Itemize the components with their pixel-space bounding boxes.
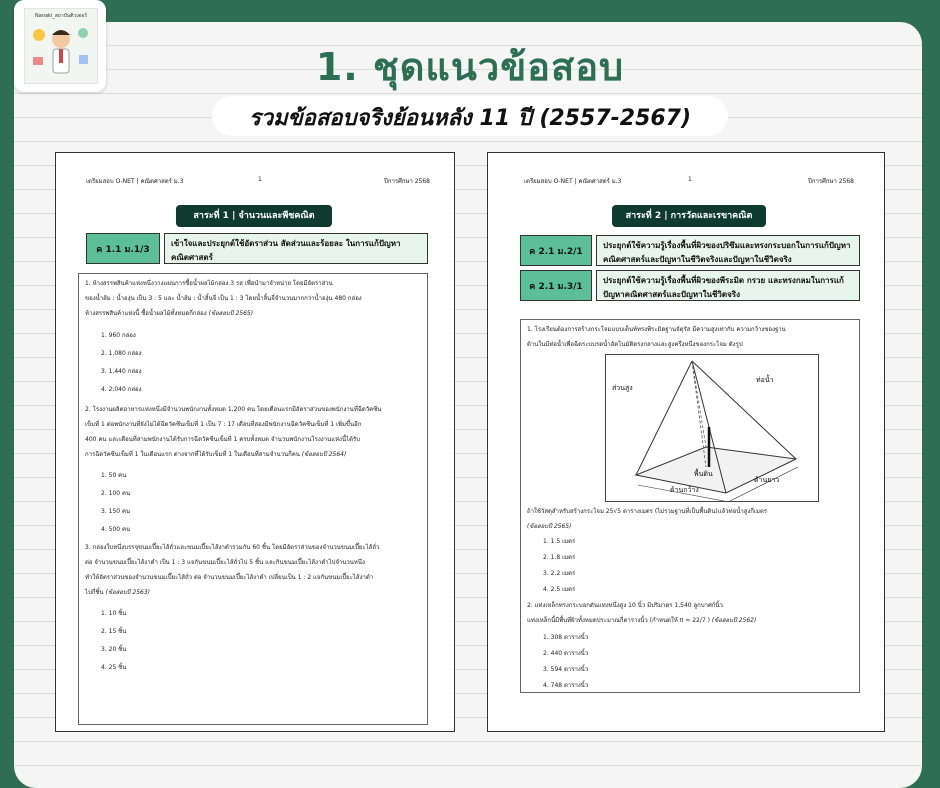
question-1 <box>85 276 421 321</box>
option: 2. 440 ตารางนิ้ว <box>543 650 589 657</box>
standard-description: ประยุกต์ใช้ความรู้เรื่องพื้นที่ผิวของปริซึมและทรงกระบอกในการแก้ปัญหาคณิตศาสตร์และปัญหาในชีวิตจริงและปัญหาในชีวิตจริง <box>596 235 860 266</box>
question-line: ถ้าใช้วัสดุสำหรับสร้างกระโจม 25√5 ตารางเมตร (ไม่รวมฐานที่เป็นพื้นดิน)แล้วท่อน้ำสูงกี่เมตร <box>527 508 768 515</box>
question-1-continued <box>527 504 853 534</box>
figure-label-width: ด้านกว้าง <box>670 486 699 494</box>
question-line: 2. แท่งเหล็กทรงกระบอกตันแท่งหนึ่งสูง 10 นิ้ว มีปริมาตร 1,540 ลูกบาศก์นิ้ว <box>527 602 723 609</box>
question-2 <box>85 402 421 462</box>
figure-label-height: ส่วนสูง <box>612 384 633 392</box>
question-line: ต่อ จำนวนขนมเปี๊ยะไส้งาดำ เป็น 1 : 3 แจกันขนมเปี๊ยะไส้ถั่วไป 5 ชิ้น และกินขนมเปี๊ยะไส้งาดำไปจำนวนหนึ่ง <box>85 559 365 566</box>
page-header-right: ปีการศึกษา 2568 <box>808 178 854 185</box>
option: 1. 1.5 เมตร <box>543 538 576 545</box>
figure-label-floor: พื้นดิน <box>694 470 713 478</box>
question-line <box>85 585 421 600</box>
standard-row <box>520 270 860 301</box>
question-text: ไปกี่ชิ้น <box>85 589 104 596</box>
question-box <box>78 273 428 725</box>
question-citation: (ข้อสอบปี 2565) <box>208 310 254 317</box>
standard-row <box>520 235 860 266</box>
question-citation: (ข้อสอบปี 2564) <box>301 451 347 458</box>
option: 2. 100 คน <box>101 490 131 497</box>
option: 4. 2,040 กล่อง <box>101 386 142 393</box>
question-line: 1. โรงเรียนต้องการสร้างกระโจมแบบเต็นท์ทรงพีระมิดฐานจัตุรัส มีความสูงเท่ากับ ความกว้างของฐาน <box>527 326 786 333</box>
figure-label-pipe: ท่อน้ำ <box>756 376 774 384</box>
question-citation: (ข้อสอบปี 2562) <box>711 617 757 624</box>
option: 4. 748 ตารางนิ้ว <box>543 682 589 689</box>
section-title-pill: สาระที่ 2 | การวัดและเรขาคณิต <box>612 205 766 227</box>
question-text: แท่งเหล็กนี้มีพื้นที่ผิวทั้งหมดประมาณกี่ตารางนิ้ว (กำหนดให้ π ≈ 22/7 ) <box>527 617 710 624</box>
question-line <box>85 447 421 462</box>
section-title-pill: สาระที่ 1 | จำนวนและพีชคณิต <box>176 205 332 227</box>
page-number: 1 <box>688 176 692 183</box>
option: 3. 1,440 กล่อง <box>101 368 142 375</box>
option: 4. 2.5 เมตร <box>543 586 576 593</box>
option: 4. 500 คน <box>101 526 131 533</box>
option: 2. 15 ชิ้น <box>101 628 127 635</box>
question-box <box>520 319 860 693</box>
page-title: 1. ชุดแนวข้อสอบ <box>315 45 625 89</box>
question-3 <box>85 540 421 600</box>
question-line: 1. ห้างสรรพสินค้าแห่งหนึ่งวางแผนการซื้อน้ำผลไม้กล่อง 3 รส เพื่อนำมาจำหน่าย โดยมีอัตราส่วน <box>85 280 333 287</box>
option: 4. 25 ชิ้น <box>101 664 127 671</box>
option: 3. 2.2 เมตร <box>543 570 576 577</box>
exam-page-right <box>487 152 885 732</box>
standard-code: ค 2.1 ม.2/1 <box>520 235 592 266</box>
option: 1. 308 ตารางนิ้ว <box>543 634 589 641</box>
page-header-right: ปีการศึกษา 2568 <box>384 178 430 185</box>
figure-label-length: ด้านยาว <box>754 476 780 484</box>
question-line: ของน้ำส้ม : น้ำองุ่น เป็น 3 : 5 และ น้ำส้ม : น้ำลิ้นจี่ เป็น 1 : 3 โดยน้ำลิ้นจี่จำนวนมากกว่าน้ำองุ่น 480 กล่อง <box>85 295 362 302</box>
option: 2. 1,080 กล่อง <box>101 350 142 357</box>
question-line <box>85 306 421 321</box>
question-line: 2. โรงงานผลิตอาหารแห่งหนึ่งมีจำนวนพนักงานทั้งหมด 1,200 คน โดยเดือนแรกมีอัตราส่วนของพนักงานที่ฉีดวัคซีน <box>85 406 382 413</box>
option: 1. 50 คน <box>101 472 127 479</box>
pyramid-figure <box>605 354 819 502</box>
option: 3. 150 คน <box>101 508 131 515</box>
logo-text: Nanaki_สถาบันติวเตอร์ <box>35 13 87 19</box>
question-line <box>527 613 853 628</box>
page-header-left: เตรียมสอบ O-NET | คณิตศาสตร์ ม.3 <box>524 178 622 185</box>
question-line: ด้านในมีท่อน้ำเพื่อฉีดระบบรดน้ำอัตโนมัติตรงกลางและสูงครึ่งหนึ่งของกระโจม ดังรูป <box>527 341 743 348</box>
question-line: เข็มที่ 1 ต่อพนักงานที่ยังไม่ได้ฉีดวัคซีนเข็มที่ 1 เป็น 7 : 17 เดือนที่สองมีพนักงานฉีดวัคซีนเข็มที่ 1 เพิ่มขึ้นอีก <box>85 421 362 428</box>
page-number: 1 <box>258 176 262 183</box>
question-line: 400 คน และเดือนที่สามพนักงานได้รับการฉีดวัคซีนเข็มที่ 1 ครบทั้งหมด จำนวนพนักงานโรงงานแห่งนี้ได้รับ <box>85 436 361 443</box>
question-2 <box>527 598 853 628</box>
question-text: การฉีดวัคซีนเข็มที่ 1 ในเดือนแรก ต่างจากที่ได้รับเข็มที่ 1 ในเดือนที่สามจำนวนกี่คน <box>85 451 300 458</box>
option: 3. 594 ตารางนิ้ว <box>543 666 589 673</box>
page-subtitle: รวมข้อสอบจริงย้อนหลัง 11 ปี (2557-2567) <box>248 106 692 131</box>
question-citation: (ข้อสอบปี 2563) <box>105 589 151 596</box>
option: 1. 10 ชิ้น <box>101 610 127 617</box>
question-line: 3. กล่องใบหนึ่งบรรจุขนมเปี๊ยะไส้ถั่วและขนมเปี๊ยะไส้งาดำรวมกัน 60 ชิ้น โดยมีอัตราส่วนของจำนวนขนมเปี๊ยะไส้ถั่ว <box>85 544 380 551</box>
standard-row <box>86 233 428 264</box>
exam-page-left <box>55 152 455 732</box>
standard-code: ค 1.1 ม.1/3 <box>86 233 160 264</box>
question-1 <box>527 322 853 352</box>
question-line: ทำให้อัตราส่วนของจำนวนขนมเปี๊ยะไส้ถั่ว ต่อ จำนวนขนมเปี๊ยะไส้งาดำ เปลี่ยนเป็น 1 : 2 แจกันขนมเปี๊ยะไส้งาดำ <box>85 574 374 581</box>
standard-code: ค 2.1 ม.3/1 <box>520 270 592 301</box>
standard-description: เข้าใจและประยุกต์ใช้อัตราส่วน สัดส่วนและร้อยละ ในการแก้ปัญหาคณิตศาสตร์ <box>164 233 428 264</box>
option: 2. 1.8 เมตร <box>543 554 576 561</box>
option: 3. 20 ชิ้น <box>101 646 127 653</box>
standard-description: ประยุกต์ใช้ความรู้เรื่องพื้นที่ผิวของพีระมิด กรวย และทรงกลมในการแก้ปัญหาคณิตศาสตร์และปัญหาในชีวิตจริง <box>596 270 860 301</box>
question-citation: (ข้อสอบปี 2565) <box>527 523 572 530</box>
page-header-left: เตรียมสอบ O-NET | คณิตศาสตร์ ม.3 <box>86 178 184 185</box>
option: 1. 960 กล่อง <box>101 332 136 339</box>
question-text: ห้างสรรพสินค้าแห่งนี้ ซื้อน้ำผลไม้ทั้งหมดกี่กล่อง <box>85 310 207 317</box>
